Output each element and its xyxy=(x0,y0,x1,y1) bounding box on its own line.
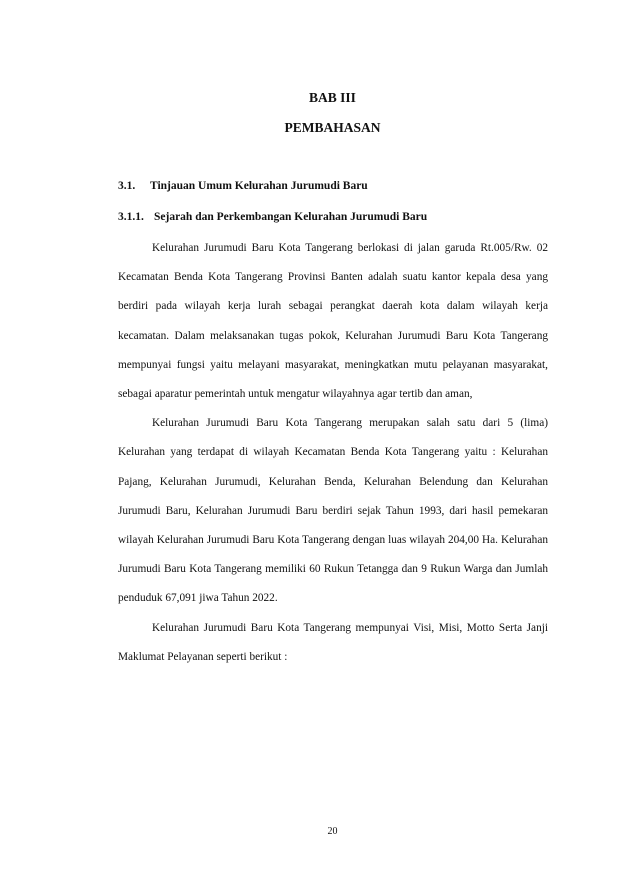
chapter-title: PEMBAHASAN xyxy=(284,120,381,135)
body-text xyxy=(118,234,548,672)
subsection-heading xyxy=(118,211,427,223)
section-heading xyxy=(118,180,368,192)
subsection-title: Sejarah dan Perkembangan Kelurahan Jurumudi Baru xyxy=(154,211,428,223)
subsection-number: 3.1.1. xyxy=(118,211,144,223)
paragraph: Kelurahan Jurumudi Baru Kota Tangerang berlokasi di jalan garuda Rt.005/Rw. 02 Kecamatan Benda Kota Tangerang Provinsi Banten adalah suatu kantor kepala desa yang berdiri pada wilayah kerja lurah sebagai perangkat daerah kota dalam wilayah kerja kecamatan. Dalam melaksanakan tugas pokok, Kelurahan Jurumudi Baru Kota Tangerang mempunyai fungsi yaitu melayani masyarakat, meningkatkan mutu pelayanan masyarakat, sebagai aparatur pemerintah untuk mengatur wilayahnya agar tertib dan aman, xyxy=(118,242,548,401)
section-title: Tinjauan Umum Kelurahan Jurumudi Baru xyxy=(150,180,368,192)
paragraph: Kelurahan Jurumudi Baru Kota Tangerang merupakan salah satu dari 5 (lima) Kelurahan yang terdapat di wilayah Kecamatan Benda Kota Tangerang yaitu : Kelurahan Pajang, Kelurahan Jurumudi, Kelurahan Benda, Kelurahan Belendung dan Kelurahan Jurumudi Baru, Kelurahan Jurumudi Baru berdiri sejak Tahun 1993, dari hasil pemekaran wilayah Kelurahan Jurumudi Baru Kota Tangerang dengan luas wilayah 204,00 Ha. Kelurahan Jurumudi Baru Kota Tangerang memiliki 60 Rukun Tetangga dan 9 Rukun Warga dan Jumlah penduduk 67,091 jiwa Tahun 2022. xyxy=(118,417,548,605)
chapter-number: BAB III xyxy=(309,90,356,105)
page-number: 20 xyxy=(327,826,338,837)
paragraph: Kelurahan Jurumudi Baru Kota Tangerang mempunyai Visi, Misi, Motto Serta Janji Maklumat Pelayanan seperti berikut : xyxy=(118,621,548,663)
section-number: 3.1. xyxy=(118,180,136,192)
